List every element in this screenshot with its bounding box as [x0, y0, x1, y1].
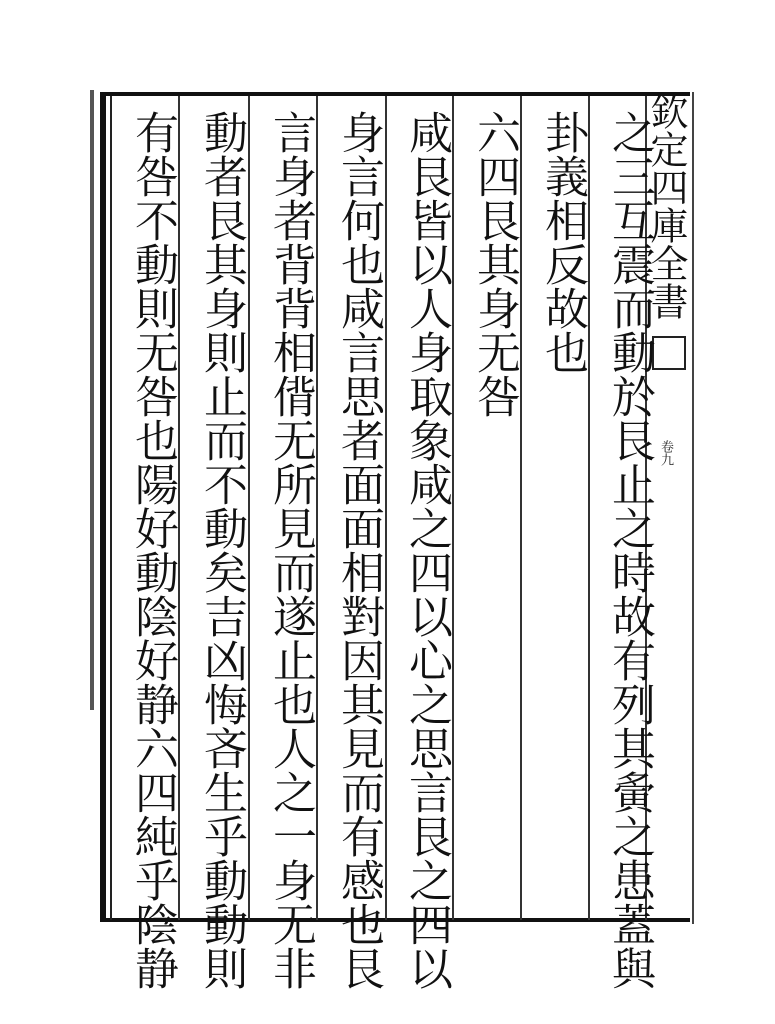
column-rule — [385, 96, 387, 920]
juan-number: 卷九 — [658, 440, 673, 466]
text-column-3: 六四艮其身无咎 — [469, 110, 520, 418]
text-column-8: 有咎不動則无咎也陽好動陰好静六四純乎陰静 — [127, 110, 178, 990]
book-title: 欽定四庫全書 — [644, 92, 688, 320]
text-column-4: 咸艮皆以人身取象咸之四以心之思言艮之四以 — [401, 110, 452, 990]
column-rule — [248, 96, 250, 920]
frame-inner-rule — [110, 96, 112, 920]
frame-right-rule — [692, 92, 694, 924]
fishtail-mark — [652, 336, 686, 370]
text-column-5: 身言何也咸言思者面面相對因其見而有感也艮 — [333, 110, 384, 990]
page-left-edge — [90, 90, 94, 710]
text-column-1: 之三互震而動於艮止之時故有列其夤之患蓋與 — [604, 110, 655, 990]
text-column-6: 言身者背背相偝无所見而遂止也人之一身无非 — [265, 110, 316, 990]
text-column-2: 卦義相反故也 — [537, 110, 588, 374]
text-column-7: 動者艮其身則止而不動矣吉凶悔吝生乎動動則 — [196, 110, 247, 990]
